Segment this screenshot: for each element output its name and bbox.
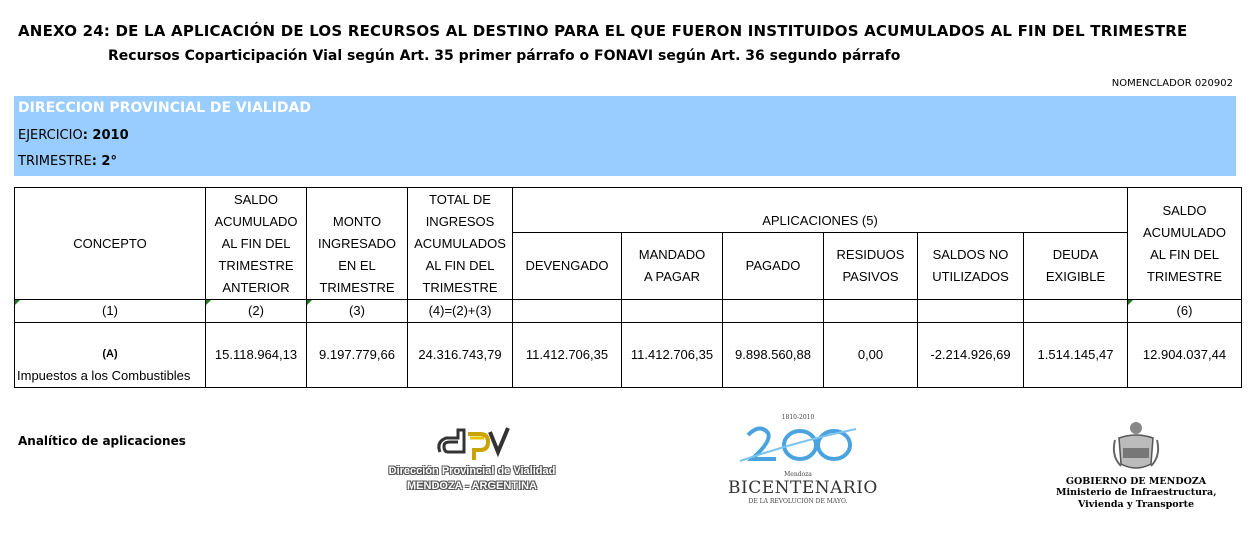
bicentenario-mendoza: Mendoza [784,471,812,478]
deuda-value: 1.514.145,47 [1024,323,1128,388]
monto-value: 9.197.779,66 [307,323,408,388]
header-saldo-fin: SALDO ACUMULADO AL FIN DEL TRIMESTRE [1128,188,1242,300]
ejercicio-line [18,128,129,143]
header-deuda: DEUDA EXIGIBLE [1024,233,1128,300]
gobierno-title: GOBIERNO DE MENDOZA [1065,476,1207,487]
bicentenario-sub: DE LA REVOLUCIÓN DE MAYO. [748,498,848,505]
pagado-value: 9.898.560,88 [723,323,824,388]
dpv-emblem-icon [432,424,512,464]
bicentenario-logo [728,414,878,524]
header-residuos: RESIDUOS PASIVOS [824,233,918,300]
ejercicio-label: EJERCICIO [18,128,83,143]
applications-table [14,187,1242,388]
total-value: 24.316.743,79 [408,323,513,388]
index-cell [1024,300,1128,323]
header-devengado: DEVENGADO [513,233,622,300]
saldo-fin-value: 12.904.037,44 [1128,323,1242,388]
header-total-ingresos: TOTAL DE INGRESOS ACUMULADOS AL FIN DEL TRIMESTRE [408,188,513,300]
coat-of-arms-icon [1111,420,1161,472]
index-cell: (4)=(2)+(3) [408,300,513,323]
concepto-cell [15,323,206,388]
index-cell: (1) [15,300,206,323]
mandado-value: 11.412.706,35 [622,323,723,388]
index-cell [824,300,918,323]
header-concepto: CONCEPTO [15,188,206,300]
concepto-tag: (A) [102,348,118,360]
saldos-no-value: -2.214.926,69 [918,323,1024,388]
index-cell [723,300,824,323]
dpv-name: Dirección Provincial de Vialidad [388,465,556,477]
bicentenario-years: 1810-2010 [781,414,815,421]
header-mandado: MANDADO A PAGAR [622,233,723,300]
header-saldos-no-utilizados: SALDOS NO UTILIZADOS [918,233,1024,300]
document-subtitle: Recursos Coparticipación Vial según Art. 35 primer párrafo o FONAVI según Art. 36 segundo párrafo [108,48,901,64]
nomenclador: NOMENCLADOR 020902 [1111,78,1233,89]
devengado-value: 11.412.706,35 [513,323,622,388]
index-cell: (3) [307,300,408,323]
index-cell [513,300,622,323]
document-title: ANEXO 24: DE LA APLICACIÓN DE LOS RECURSOS AL DESTINO PARA EL QUE FUERON INSTITUIDOS ACUMULADOS AL FIN DEL TRIMESTRE [18,22,1188,40]
concepto-text: Impuestos a los Combustibles [17,368,191,383]
index-row [15,300,1242,323]
saldo-anterior-value: 15.118.964,13 [206,323,307,388]
residuos-value: 0,00 [824,323,918,388]
header-saldo-anterior: SALDO ACUMULADO AL FIN DEL TRIMESTRE ANTERIOR [206,188,307,300]
header-monto: MONTO INGRESADO EN EL TRIMESTRE [307,188,408,300]
trimestre-label: TRIMESTRE [18,154,92,169]
bicentenario-200-icon [738,421,858,467]
index-cell: (2) [206,300,307,323]
organism-name: DIRECCION PROVINCIAL DE VIALIDAD [18,100,312,116]
ejercicio-value: : 2010 [82,128,129,143]
index-cell [622,300,723,323]
trimestre-line [18,154,117,169]
organism-info-band [14,96,1236,176]
dpv-logo [372,424,572,514]
header-aplicaciones: APLICACIONES (5) [513,188,1128,233]
ministerio-line2: Vivienda y Transporte [1077,499,1195,510]
analitico-label: Analítico de aplicaciones [18,434,186,448]
dpv-location: MENDOZA - ARGENTINA [407,480,537,492]
ministerio-line1: Ministerio de Infraestructura, [1056,487,1217,498]
bicentenario-title: BICENTENARIO [728,478,878,498]
header-pagado: PAGADO [723,233,824,300]
index-cell: (6) [1128,300,1242,323]
gobierno-mendoza-logo [1056,420,1216,520]
table-row [15,323,1242,388]
trimestre-value: : 2° [91,154,117,169]
index-cell [918,300,1024,323]
